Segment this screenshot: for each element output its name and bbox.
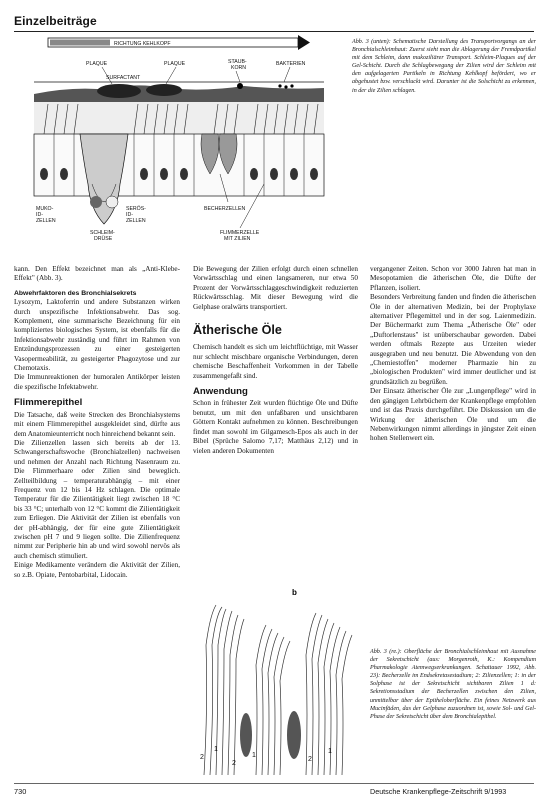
label-mukoid-1: MUKO-	[36, 206, 54, 212]
paragraph: vergangener Zeiten. Schon vor 3000 Jahren hat man in Mesopotamien die ätherischen Öle, die Düfte der Pflanzen, isoliert.	[370, 265, 536, 292]
figure-caption-top: Abb. 3 (unten): Schematische Darstellung des Transportvorgangs an der Bronchialschleimhaut: Zuerst sieht man die Ablagerung der Fremdpartikel mit dem Schleim, dann mukoziliärer Transport. Schleim-Plaques auf der Gel-Schicht. Durch die Schlagbewegung der Zilien wird der Schleim mit den aufgelagerten Partikeln in Richtung Kehlkopf befördert, wo er abgehustet bzw. verschluckt wird. Darunter ist die Solschicht zu erkennen, in der die Zilien schlagen.	[352, 39, 536, 94]
paragraph: Die Immunreaktionen der humoralen Antikörper leisten die spezifische Infektabwehr.	[14, 373, 180, 391]
header-rule	[14, 31, 534, 32]
page-number: 730	[14, 787, 27, 796]
journal-name: Deutsche Krankenpflege-Zeitschrift 9/1993	[370, 787, 507, 796]
label-seroes-3: ZELLEN	[126, 218, 146, 224]
label-plaque-2: PLAQUE	[164, 61, 186, 67]
text-column-2	[193, 265, 358, 456]
marker-1: 1	[252, 752, 256, 759]
marker-2: 2	[232, 760, 236, 767]
figure-caption-bottom: Abb. 3 (re.): Oberfläche der Bronchialschleimhaut mit Ausnahme der Sekretschicht (aus: Morgenroth, K.: Kompendium Pharmakologie Atemwegserkrankungen. Schattauer 1992, Abb. 23): Becherzelle im Endsekretasestadium; 2: Zilienzellen; 1: in der Solphase ist der Sekretschicht sichtbaren Zilien 1 d: Sekretionsstadium der Becherzellen zwischen den Zilien, unmittelbar über der Epitheloberfläche. Ein feines Netzwerk aus Mucinfäden, das der Gelphase zuzuordnen ist, sowie Sol- und Gel-Phase der Sekretschicht über dem Bronchialepithel.	[370, 649, 536, 720]
label-mukoid-3: ZELLEN	[36, 218, 56, 224]
heading-aetherische-oele: Ätherische Öle	[193, 323, 282, 338]
marker-2: 2	[308, 756, 312, 763]
label-becherzellen: BECHERZELLEN	[204, 206, 246, 212]
paragraph: Die Zilienzellen lassen sich bereits ab der 13. Schwangerschaftswoche (Bronchialzellen) nachweisen und nehmen der Anzahl nach Richtung Nasenraum zu. Die Flimmerhaare oder Zilien sind beweglich. Zellteilbildung – temperaturabhängig – mit einer Frequenz von 12 bis 14 Hz schlagen. Die optimale Temperatur für die Zilientätigkeit liegt zwischen 18 °C bis 33 °C; unterhalb von 12 °C kommt die Zilientätigkeit zum Erliegen. Die Aktivität der Zilien ist ebenfalls von der pH-abhängig, der für eine gute Zilientätigkeit zwischen pH 7 und 9 liegen sollte. Die Zilienfrequenz nimmt zur Peripherie hin ab und wird sowohl nervös als auch chemisch stimuliert.	[14, 438, 180, 560]
label-schleimdruese-2: DRÜSE	[94, 236, 113, 242]
label-seroes-2: ID-	[126, 212, 133, 218]
label-surfactant: SURFACTANT	[106, 75, 141, 81]
label-flimmerzelle-1: FLIMMERZELLE	[220, 230, 260, 236]
subheading-abwehrfaktoren: Abwehrfaktoren des Bronchialsekrets	[14, 289, 137, 297]
paragraph: Einige Medikamente verändern die Aktivität der Zilien, so z.B. Opiate, Pentobarbital, Lidocain.	[14, 561, 180, 579]
direction-label: RICHTUNG KEHLKOPF	[114, 41, 171, 47]
micrograph-figure	[196, 585, 356, 783]
label-plaque-1: PLAQUE	[86, 61, 108, 67]
marker-1: 1	[214, 746, 218, 753]
panel-label: b	[292, 588, 297, 597]
heading-flimmerepithel: Flimmerepithel	[14, 397, 83, 409]
text-column-3	[370, 265, 536, 444]
heading-anwendung: Anwendung	[193, 386, 248, 398]
label-staub-1: STAUB-	[228, 59, 247, 65]
paragraph: kann. Den Effekt bezeichnet man als „Anti-Klebe-Effekt" (Abb. 3).	[14, 265, 180, 283]
label-staub-2: KORN	[231, 65, 246, 71]
label-bakterien: BAKTERIEN	[276, 61, 306, 67]
section-heading: Einzelbeiträge	[14, 14, 97, 28]
paragraph: Der Einsatz ätherischer Öle zur „Lungenpflege" wird in den gängigen Lehrbüchern der Krankenpflege empfohlen und ist das Praxis durchgeführt. Die Diskussion um die Wirkung der ätherischen Öle und um die Nebenwirkungen nimmt allerdings in jüngster Zeit einen hohen Stellenwert ein.	[370, 387, 536, 443]
label-schleimdruese-1: SCHLEIM-	[90, 230, 115, 236]
text-column-1	[14, 265, 180, 580]
paragraph: Lysozym, Laktoferrin und andere Substanzen wirken durch unspezifische Infektionsabwehr. Das sog. Komplement, eine summarische Bezeichnung für ein kompliziertes biologisches System, ist ebenfalls für die Infektionsabwehr zuständig und führt im Rahmen von Entzündungsprozessen zu einer gesteigerten Vasopermeabilität, zu gesteigerter Phagozytose und zur Chemotaxis.	[14, 298, 180, 373]
marker-2: 2	[200, 754, 204, 761]
paragraph: Die Tatsache, daß weite Strecken des Bronchialsystems mit einem Flimmerepithel ausgekleidet sind, dürfte aus dem Anatomieunterricht noch hinreichend bekannt sein.	[14, 410, 180, 438]
mucociliary-diagram	[14, 34, 342, 250]
label-mukoid-2: ID-	[36, 212, 43, 218]
label-seroes-1: SERÖS-	[126, 206, 146, 212]
paragraph: Besonders Verbreitung fanden und finden die ätherischen Öle in der alternativen Medizin, bei der Prophylaxe alternativer Pflegemittel und in der sog. Laienmedizin. Der Büchermarkt zum Thema „Ätherische Öle" oder „Duftorlenstaus" ist unüberschaubar geworden. Dabei werden oftmals Rezepte aus Urzeiten wieder ausgegraben und neu benutzt. Die Abwendung von den „Chemiestoffen" moderner Pharmazie hin zu „biologischen Produkten" wird immer deutlicher und ist grundsätzlich zu begrüßen.	[370, 293, 536, 386]
label-flimmerzelle-2: MIT ZILIEN	[224, 236, 251, 242]
paragraph: Schon in frühester Zeit wurden flüchtige Öle und Düfte benutzt, um mit den unfaßbaren und unsichtbaren Göttern Kontakt aufnehmen zu können. Beschreibungen findet man sowohl im Gilgamesch-Epos als auch in der Bibel (Sprüche Salomo 7,17; Matthäus 2,12) und in vielen anderen Dokumenten	[193, 399, 358, 455]
paragraph: Chemisch handelt es sich um leichtflüchtige, mit Wasser nur schlecht mischbare organische Verbindungen, deren chemische Beschaffenheit Vorkommen in der Tabelle zusammengefaßt sind.	[193, 343, 358, 380]
paragraph: Die Bewegung der Zilien erfolgt durch einen schnellen Vorwärtsschlag und einen langsameren, nur etwa 50 Prozent der Vorwärtsschlaggeschwindigkeit reduzierten Rückwärtsschlag. Mit dieser Bewegung wird die Gelphase oralwärts transportiert.	[193, 265, 358, 311]
footer-rule	[14, 783, 534, 784]
marker-1: 1	[328, 748, 332, 755]
